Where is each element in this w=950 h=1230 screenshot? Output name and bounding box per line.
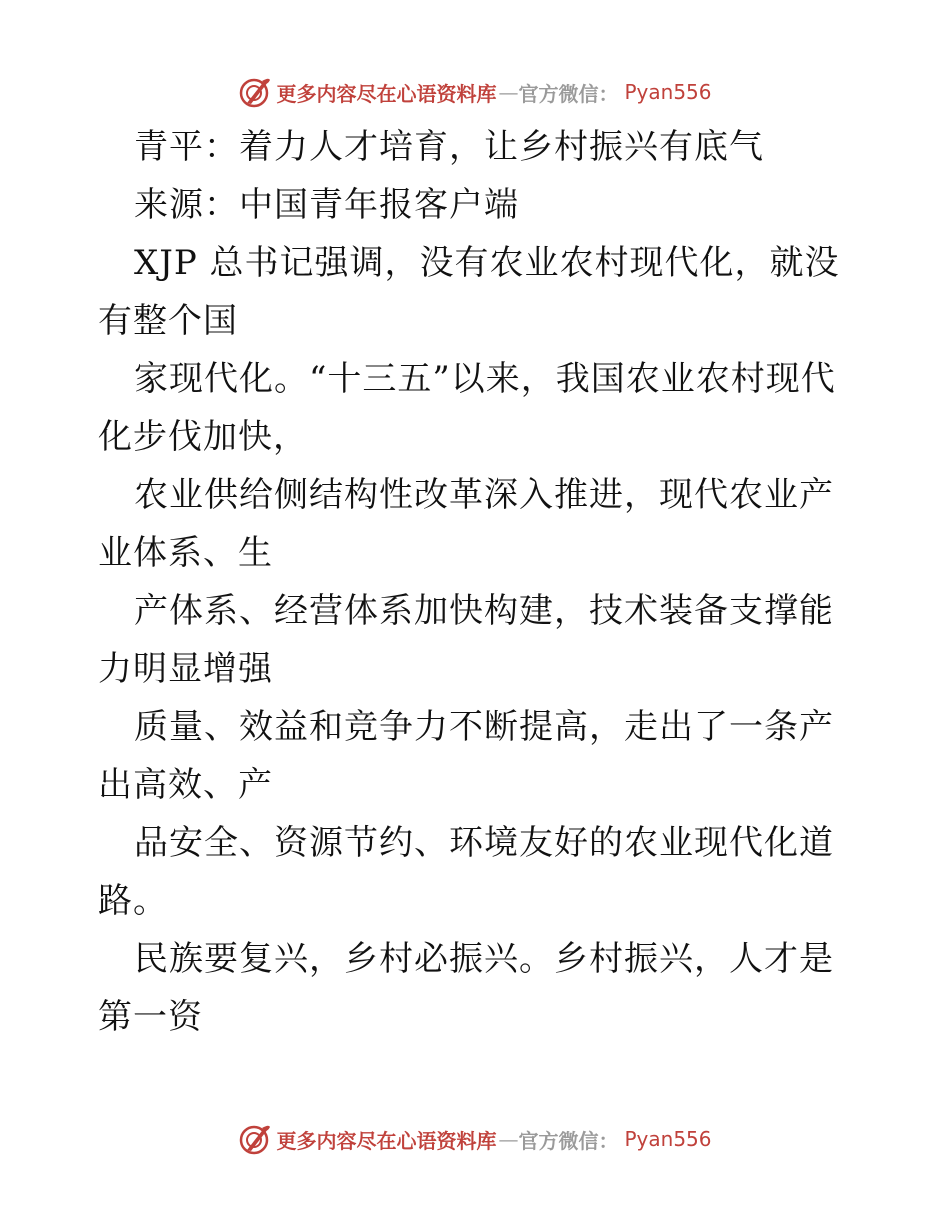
banner-wechat-id: Pyan556 (624, 1127, 712, 1151)
footer-banner (0, 1119, 950, 1159)
article-source: 来源：中国青年报客户端 (134, 185, 519, 225)
paragraph: XJP 总书记强调，没有农业农村现代化，就没有整个国 (98, 243, 840, 341)
banner-wechat-id: Pyan556 (624, 80, 712, 104)
paragraph: 产体系、经营体系加快构建，技术装备支撑能力明显增强 (98, 591, 834, 689)
banner-separator: — (498, 1127, 519, 1151)
paragraph: 品安全、资源节约、环境友好的农业现代化道路。 (98, 823, 834, 921)
paragraph: 家现代化。“十三五”以来，我国农业农村现代化步伐加快， (98, 359, 836, 457)
banner-separator: — (498, 80, 519, 104)
quill-logo-icon (238, 1122, 272, 1156)
banner-main-text: 更多内容尽在心语资料库 (276, 1128, 497, 1153)
banner-wechat-label: 官方微信： (518, 81, 619, 106)
article-title: 青平：着力人才培育，让乡村振兴有底气 (134, 127, 764, 167)
paragraph: 质量、效益和竞争力不断提高，走出了一条产出高效、产 (98, 707, 834, 805)
quill-logo-icon (238, 75, 272, 109)
paragraph: 民族要复兴，乡村必振兴。乡村振兴，人才是第一资 (98, 939, 834, 1037)
paragraph: 农业供给侧结构性改革深入推进，现代农业产业体系、生 (98, 475, 834, 573)
banner-wechat-label: 官方微信： (518, 1128, 619, 1153)
banner-main-text: 更多内容尽在心语资料库 (276, 81, 497, 106)
article-body (98, 118, 853, 1046)
header-banner (0, 72, 950, 112)
